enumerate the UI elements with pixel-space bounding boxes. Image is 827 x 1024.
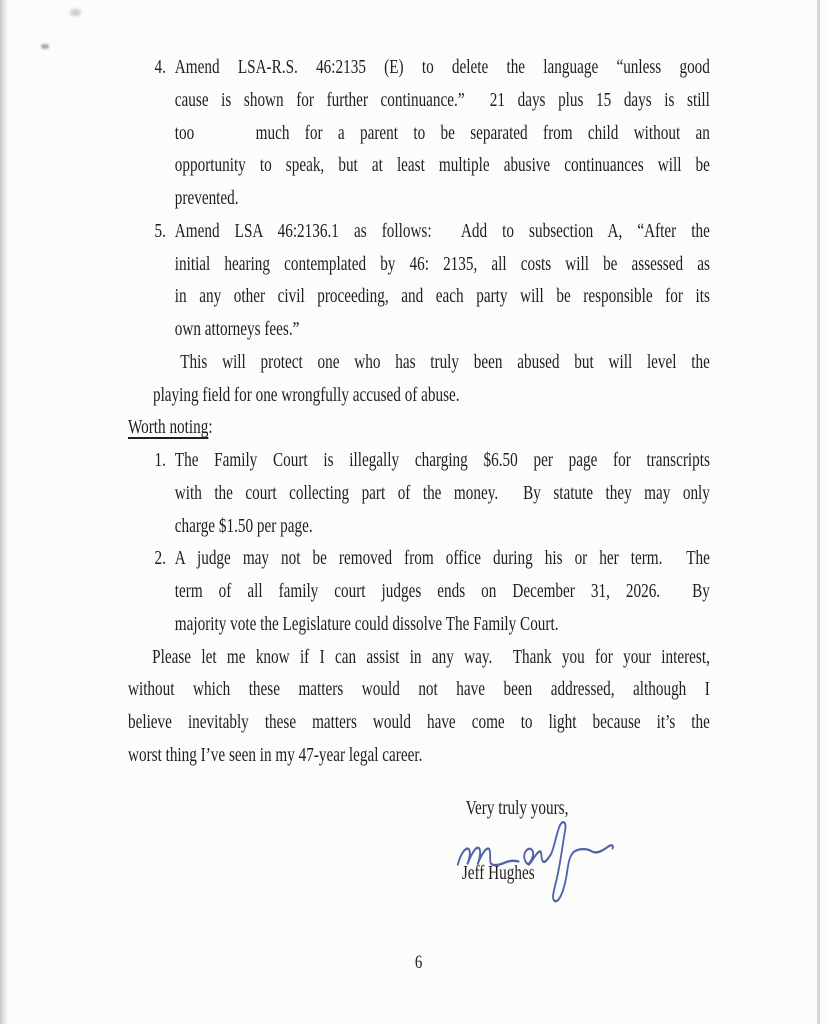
signatory-name: Jeff Hughes: [461, 862, 535, 884]
worth-noting-colon: :: [208, 417, 213, 439]
line: majority vote the Legislature could dissolve The Family Court.: [174, 613, 559, 635]
valediction: Very truly yours,: [465, 797, 569, 819]
line: too much for a parent to be separated from child without an: [174, 122, 710, 144]
line: A judge may not be removed from office during his or her term. The: [174, 548, 710, 570]
line: This will protect one who has truly been abused but will level the: [180, 351, 710, 373]
list-item-number: 2.: [154, 548, 166, 570]
line: The Family Court is illegally charging $6.50 per page for transcripts: [174, 450, 710, 471]
protect-paragraph: [153, 347, 710, 413]
list-item-1: [128, 445, 710, 543]
line: initial hearing contemplated by 46: 2135, all costs will be assessed as: [174, 253, 710, 275]
line: in any other civil proceeding, and each party will be responsible for its: [174, 286, 710, 308]
line: prevented.: [174, 188, 239, 209]
list-item-number: 1.: [154, 450, 166, 471]
line: without which these matters would not have been addressed, although I: [128, 679, 710, 701]
scan-artifact-dash: [41, 44, 49, 49]
line: term of all family court judges ends on December 31, 2026. By: [174, 581, 710, 602]
scan-artifact-smudge: [70, 9, 81, 16]
line: Amend LSA 46:2136.1 as follows: Add to subsection A, “After the: [174, 220, 710, 242]
list-item-2: [128, 543, 710, 641]
line: cause is shown for further continuance.” 21 days plus 15 days is still: [174, 89, 710, 111]
scan-left-edge-shadow: [0, 0, 8, 1024]
worth-noting-heading: [128, 412, 710, 445]
page-number: 6: [414, 952, 424, 973]
line: opportunity to speak, but at least multiple abusive continuances will be: [174, 155, 710, 177]
list-item-number: 4.: [154, 57, 166, 78]
line: Please let me know if I can assist in any way. Thank you for your interest,: [152, 646, 710, 668]
signature-block: [462, 792, 710, 902]
letter-body: [128, 52, 710, 1012]
line: believe inevitably these matters would have come to light because it’s the: [128, 712, 710, 733]
closing-paragraph: [128, 642, 710, 773]
signature-ink: [452, 818, 623, 904]
line: Amend LSA-R.S. 46:2135 (E) to delete the language “unless good: [174, 57, 710, 78]
line: playing field for one wrongfully accused of abuse.: [152, 384, 460, 406]
line: charge $1.50 per page.: [174, 515, 313, 537]
line: own attorneys fees.”: [174, 319, 300, 340]
list-item-number: 5.: [154, 220, 166, 242]
line: with the court collecting part of the money. By statute they may only: [174, 482, 710, 504]
list-item-5: [128, 216, 710, 347]
line: worst thing I’ve seen in my 47-year legal career.: [128, 744, 423, 766]
list-item-4: [128, 52, 710, 216]
worth-noting-label: Worth noting: [128, 417, 209, 439]
scan-right-edge-line: [817, 0, 820, 1024]
